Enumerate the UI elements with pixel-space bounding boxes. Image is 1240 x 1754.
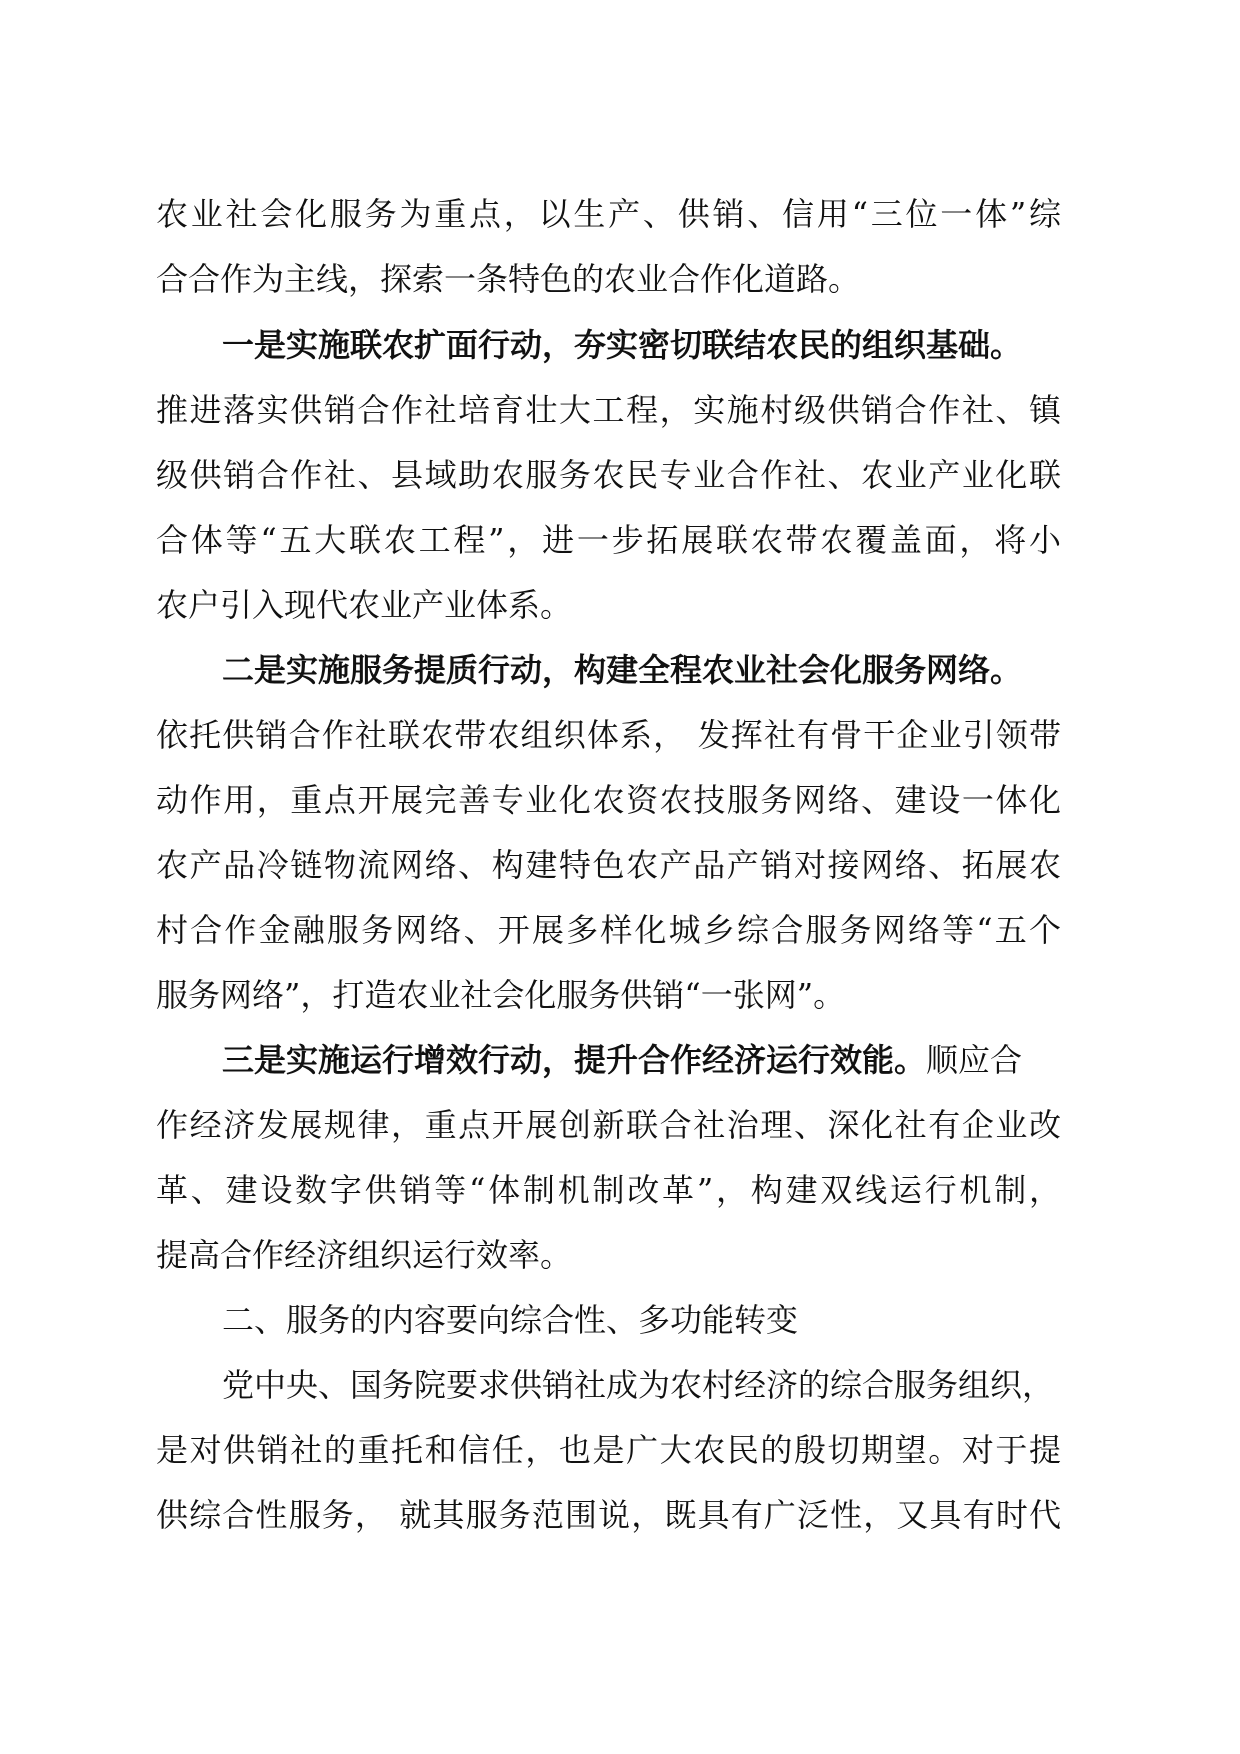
paragraph-line: 农业社会化服务为重点，以生产、供销、信用“三位一体”综 bbox=[156, 195, 1061, 233]
paragraph-line: 供综合性服务， 就其服务范围说，既具有广泛性，又具有时代 bbox=[156, 1496, 1061, 1534]
paragraph-line: 村合作金融服务网络、开展多样化城乡综合服务网络等“五个 bbox=[156, 911, 1061, 949]
paragraph-text: 顺应合 bbox=[926, 1041, 1023, 1079]
paragraph-line: 革、建设数字供销等“体制机制改革”，构建双线运行机制， bbox=[156, 1171, 1061, 1209]
paragraph-line: 党中央、国务院要求供销社成为农村经济的综合服务组织， bbox=[222, 1366, 1055, 1404]
paragraph-line: 合合作为主线，探索一条特色的农业合作化道路。 bbox=[156, 260, 861, 298]
section-lead-bold: 三是实施运行增效行动，提升合作经济运行效能。 bbox=[222, 1041, 927, 1079]
paragraph-line-mixed bbox=[222, 1028, 1061, 1092]
paragraph-line: 合体等“五大联农工程”，进一步拓展联农带农覆盖面，将小 bbox=[156, 521, 1061, 559]
paragraph-line: 依托供销合作社联农带农组织体系， 发挥社有骨干企业引领带 bbox=[156, 716, 1061, 754]
paragraph-line: 提高合作经济组织运行效率。 bbox=[156, 1236, 573, 1274]
paragraph-line: 农户引入现代农业产业体系。 bbox=[156, 586, 573, 624]
paragraph-line: 推进落实供销合作社培育壮大工程，实施村级供销合作社、镇 bbox=[156, 391, 1061, 429]
paragraph-line: 是对供销社的重托和信任，也是广大农民的殷切期望。对于提 bbox=[156, 1431, 1061, 1469]
paragraph-line: 服务网络”，打造农业社会化服务供销“一张网”。 bbox=[156, 976, 846, 1014]
paragraph-line: 级供销合作社、县域助农服务农民专业合作社、农业产业化联 bbox=[156, 456, 1061, 494]
section-lead-bold: 一是实施联农扩面行动，夯实密切联结农民的组织基础。 bbox=[222, 326, 1023, 364]
paragraph-line: 作经济发展规律，重点开展创新联合社治理、深化社有企业改 bbox=[156, 1106, 1061, 1144]
paragraph-line: 动作用，重点开展完善专业化农资农技服务网络、建设一体化 bbox=[156, 781, 1061, 819]
section-lead-bold: 二是实施服务提质行动，构建全程农业社会化服务网络。 bbox=[222, 651, 1023, 689]
paragraph-line: 农产品冷链物流网络、构建特色农产品产销对接网络、拓展农 bbox=[156, 846, 1061, 884]
section-heading: 二、服务的内容要向综合性、多功能转变 bbox=[222, 1301, 799, 1339]
